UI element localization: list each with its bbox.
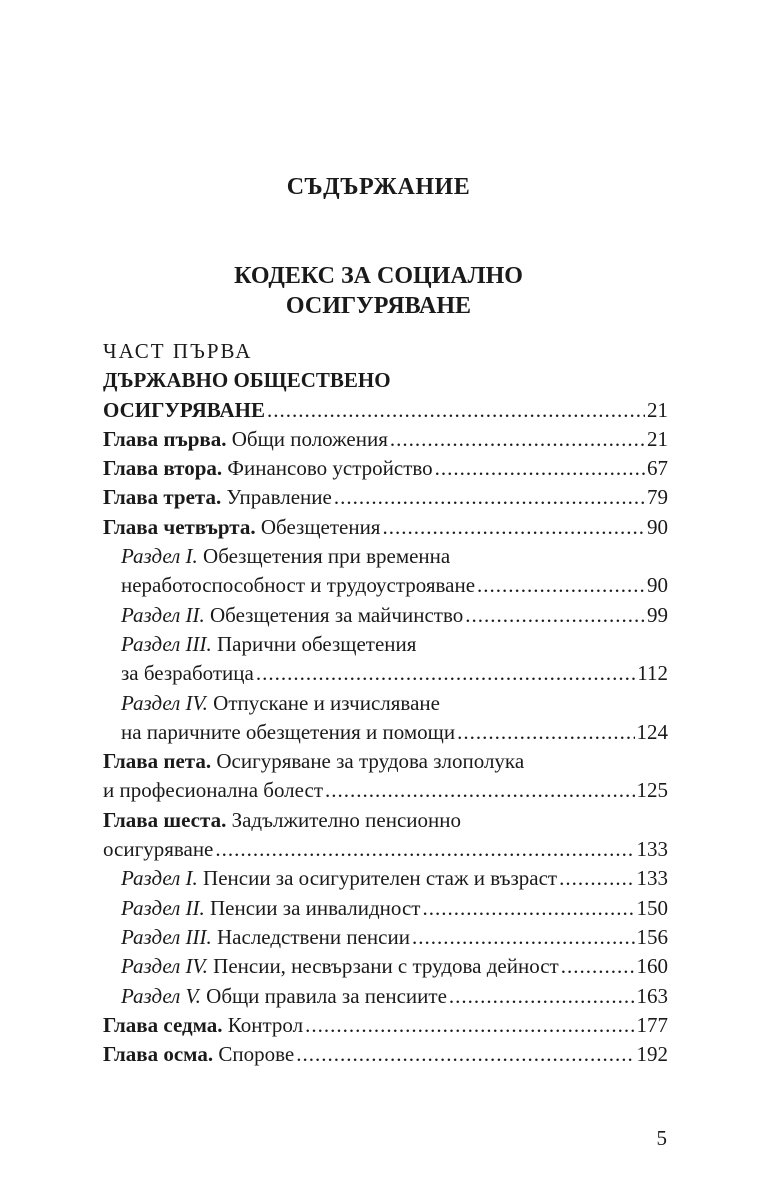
- chapter-title: Осигуряване за трудова злополука: [216, 749, 525, 774]
- page-title: СЪДЪРЖАНИЕ: [286, 174, 471, 200]
- dot-leader: [325, 776, 635, 805]
- code-title-line1: КОДЕКС ЗА СОЦИАЛНО: [234, 263, 523, 289]
- toc-entry-chapter-4[interactable]: [103, 513, 668, 542]
- toc-entry-ch4-section-3-line2[interactable]: [103, 659, 668, 688]
- page-ref: 163: [636, 983, 668, 1008]
- chapter-title: Управление: [226, 485, 332, 510]
- dot-leader: [305, 1011, 634, 1040]
- section-title: Обезщетения при временна: [203, 544, 451, 569]
- toc-entry-chapter-1[interactable]: [103, 425, 668, 454]
- page-ref: 133: [636, 866, 668, 891]
- page-number: 5: [656, 1126, 667, 1150]
- dot-leader: [559, 864, 634, 893]
- part-label: [103, 337, 668, 366]
- dot-leader: [215, 835, 634, 864]
- toc-entry-chapter-6-line1[interactable]: [103, 806, 668, 835]
- toc-entry-ch6-section-5[interactable]: [103, 982, 668, 1011]
- section-title: на паричните обезщетения и помощи: [121, 719, 456, 744]
- chapter-label: Глава шеста.: [103, 807, 227, 832]
- dot-leader: [457, 718, 634, 747]
- page-ref: 133: [636, 837, 668, 862]
- page-ref: 99: [647, 602, 668, 627]
- page-ref: 125: [636, 778, 668, 803]
- chapter-label: Глава пета.: [103, 749, 212, 774]
- chapter-label: Глава осма.: [103, 1042, 214, 1067]
- section-title: Парични обезщетения: [217, 631, 417, 656]
- section-title: неработоспособност и трудоустрояване: [121, 573, 476, 598]
- dot-leader: [334, 483, 645, 512]
- toc-entry-ch6-section-2[interactable]: [103, 894, 668, 923]
- chapter-title: Общи положения: [231, 426, 388, 451]
- toc-entry-ch6-section-1[interactable]: [103, 864, 668, 893]
- toc-entry-part[interactable]: [103, 396, 668, 425]
- page-ref: 67: [647, 456, 668, 481]
- toc-entry-chapter-8[interactable]: [103, 1040, 668, 1069]
- chapter-label: Глава трета.: [103, 485, 222, 510]
- chapter-label: Глава втора.: [103, 456, 223, 481]
- section-title: за безработица: [121, 661, 254, 686]
- dot-leader: [412, 923, 635, 952]
- toc-entry-ch4-section-3-line1[interactable]: [103, 630, 668, 659]
- chapter-label: Глава седма.: [103, 1012, 223, 1037]
- page-ref: 21: [647, 426, 668, 451]
- part-name-line1: [103, 366, 668, 395]
- dot-leader: [267, 396, 645, 425]
- section-title: Отпускане и изчисляване: [213, 690, 440, 715]
- section-title: Пенсии за инвалидност: [210, 895, 421, 920]
- section-label: Раздел I.: [121, 544, 198, 569]
- dot-leader: [296, 1040, 634, 1069]
- toc-entry-chapter-6-line2[interactable]: [103, 835, 668, 864]
- section-label: Раздел III.: [121, 631, 212, 656]
- page-ref: 192: [636, 1042, 668, 1067]
- page-ref: 90: [647, 514, 668, 539]
- page-ref: 21: [647, 397, 668, 422]
- part-name-text-2: ОСИГУРЯВАНЕ: [103, 397, 266, 422]
- toc-entry-ch6-section-3[interactable]: [103, 923, 668, 952]
- dot-leader: [465, 601, 645, 630]
- section-label: Раздел I.: [121, 866, 198, 891]
- chapter-title: Задължително пенсионно: [231, 807, 461, 832]
- toc-entry-chapter-7[interactable]: [103, 1011, 668, 1040]
- page-ref: 124: [636, 719, 668, 744]
- page-ref: 150: [636, 895, 668, 920]
- dot-leader: [435, 454, 645, 483]
- page-ref: 112: [637, 661, 668, 686]
- chapter-title: Спорове: [218, 1042, 295, 1067]
- section-title: Пенсии за осигурителен стаж и възраст: [203, 866, 558, 891]
- table-of-contents: [103, 337, 668, 1069]
- toc-entry-ch4-section-4-line2[interactable]: [103, 718, 668, 747]
- toc-entry-chapter-3[interactable]: [103, 483, 668, 512]
- toc-entry-ch4-section-1-line2[interactable]: [103, 571, 668, 600]
- dot-leader: [256, 659, 635, 688]
- part-label-text: ЧАСТ ПЪРВА: [103, 339, 253, 363]
- page-ref: 160: [636, 954, 668, 979]
- section-label: Раздел IV.: [121, 690, 208, 715]
- section-title: Пенсии, несвързани с трудова дейност: [213, 954, 559, 979]
- chapter-title: Контрол: [227, 1012, 304, 1037]
- toc-entry-chapter-5-line2[interactable]: [103, 776, 668, 805]
- chapter-title: Обезщетения: [260, 514, 381, 539]
- section-label: Раздел III.: [121, 924, 212, 949]
- toc-entry-ch4-section-2[interactable]: [103, 601, 668, 630]
- chapter-title: Финансово устройство: [227, 456, 433, 481]
- toc-entry-chapter-5-line1[interactable]: [103, 747, 668, 776]
- toc-entry-ch4-section-1-line1[interactable]: [103, 542, 668, 571]
- chapter-label: Глава първа.: [103, 426, 227, 451]
- dot-leader: [561, 952, 635, 981]
- section-label: Раздел IV.: [121, 954, 208, 979]
- section-label: Раздел V.: [121, 983, 201, 1008]
- chapter-title: осигуряване: [103, 837, 214, 862]
- section-title: Общи правила за пенсиите: [206, 983, 447, 1008]
- page-ref: 156: [636, 924, 668, 949]
- toc-entry-chapter-2[interactable]: [103, 454, 668, 483]
- page-ref: 177: [636, 1012, 668, 1037]
- part-name-text: ДЪРЖАВНО ОБЩЕСТВЕНО: [103, 368, 391, 393]
- chapter-title: и професионална болест: [103, 778, 323, 803]
- section-label: Раздел II.: [121, 895, 205, 920]
- toc-entry-ch4-section-4-line1[interactable]: [103, 689, 668, 718]
- code-title: [0, 261, 757, 321]
- toc-entry-ch6-section-4[interactable]: [103, 952, 668, 981]
- section-label: Раздел II.: [121, 602, 205, 627]
- page-ref: 79: [647, 485, 668, 510]
- dot-leader: [422, 894, 634, 923]
- page-ref: 90: [647, 573, 668, 598]
- section-title: Обезщетения за майчинство: [210, 602, 464, 627]
- dot-leader: [382, 513, 645, 542]
- dot-leader: [477, 571, 645, 600]
- dot-leader: [390, 425, 645, 454]
- dot-leader: [449, 982, 635, 1011]
- code-title-line2: ОСИГУРЯВАНЕ: [285, 293, 472, 319]
- chapter-label: Глава четвърта.: [103, 514, 256, 539]
- section-title: Наследствени пенсии: [217, 924, 410, 949]
